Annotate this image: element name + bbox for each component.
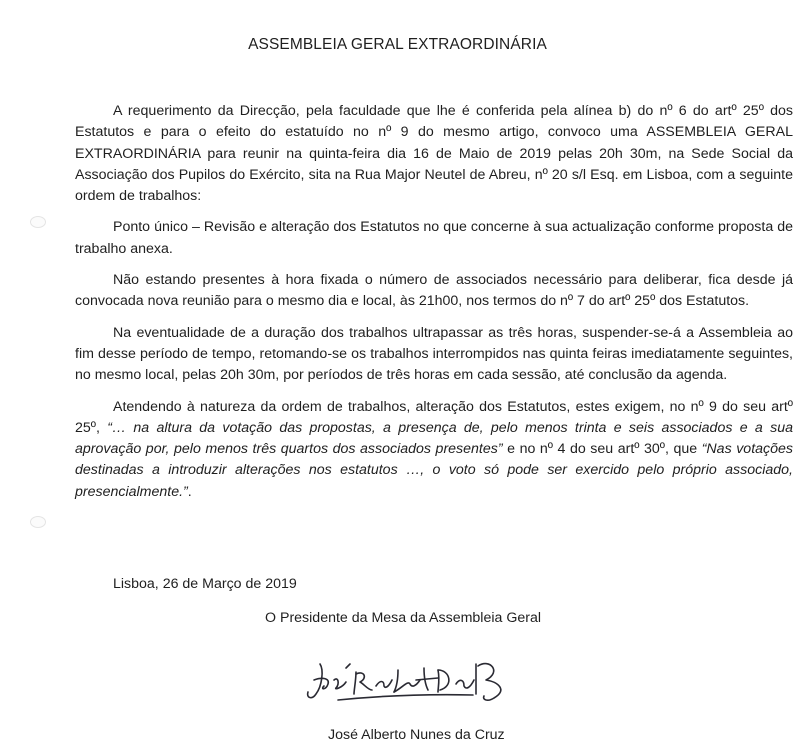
paragraph-second-call: Não estando presentes à hora fixada o número de associados necessário para deliberar, fica desde já convocada nova reunião para o mesmo dia e local, às 21h00, nos termos do nº 7 do artº 25º dos Estatutos. <box>75 272 793 310</box>
quorum-intro-text: Atendendo à natureza da ordem de trabalhos, alteração dos Estatutos, estes exigem, no nº 9 do seu artº 25º, <box>75 398 793 436</box>
handwritten-signature <box>298 650 528 714</box>
paragraph-agenda: Ponto único – Revisão e alteração dos Estatutos no que concerne à sua actualização conforme proposta de trabalho anexa. <box>75 219 793 257</box>
paragraph-quorum <box>75 397 793 503</box>
paragraph-convocation: A requerimento da Direcção, pela faculdade que lhe é conferida pela alínea b) do nº 6 do artº 25º dos Estatutos e para o efeito do estatuído no nº 9 do mesmo artigo, convoco uma ASSEMBLEIA GERAL EXTRAORDINÁRIA para reunir na quinta-feira dia 16 de Maio de 2019 pelas 20h 30m, na Sede Social da Associação dos Pupilos do Exército, sita na Rua Major Neutel de Abreu, nº 20 s/l Esq. em Lisboa, com a seguinte ordem de trabalhos: <box>75 103 793 205</box>
date-line: Lisboa, 26 de Março de 2019 <box>113 576 297 592</box>
quorum-middle-text: e no nº 4 do seu artº 30º, que <box>502 441 702 458</box>
signature-text: José Ricardo <box>298 650 304 651</box>
signatory-name: José Alberto Nunes da Cruz <box>328 727 505 743</box>
punch-hole-mark <box>30 216 46 228</box>
punch-hole-mark <box>30 516 46 528</box>
quorum-end-text: . <box>187 483 192 500</box>
document-body <box>75 101 793 503</box>
quorum-quote-1: “… na altura da votação das propostas, a presença de, pelo menos trinta e seis associados e a sua aprovação por, pelo menos três quartos dos associados presentes” <box>75 419 793 458</box>
signatory-role: O Presidente da Mesa da Assembleia Geral <box>265 610 542 626</box>
paragraph-duration: Na eventualidade de a duração dos trabalhos ultrapassar as três horas, suspender-se-á a Assembleia ao fim desse período de tempo, retomando-se os trabalhos interrompidos nas quinta feiras imediatamente seguintes, no mesmo local, pelas 20h 30m, por períodos de três horas em cada sessão, até conclusão da agenda. <box>75 324 793 384</box>
document-title: ASSEMBLEIA GERAL EXTRAORDINÁRIA <box>248 36 547 53</box>
quorum-quote-2: “Nas votações destinadas a introduzir alterações nos estatutos …, o voto só pode ser exercido pelo próprio associado, presencialmente.” <box>75 441 793 500</box>
